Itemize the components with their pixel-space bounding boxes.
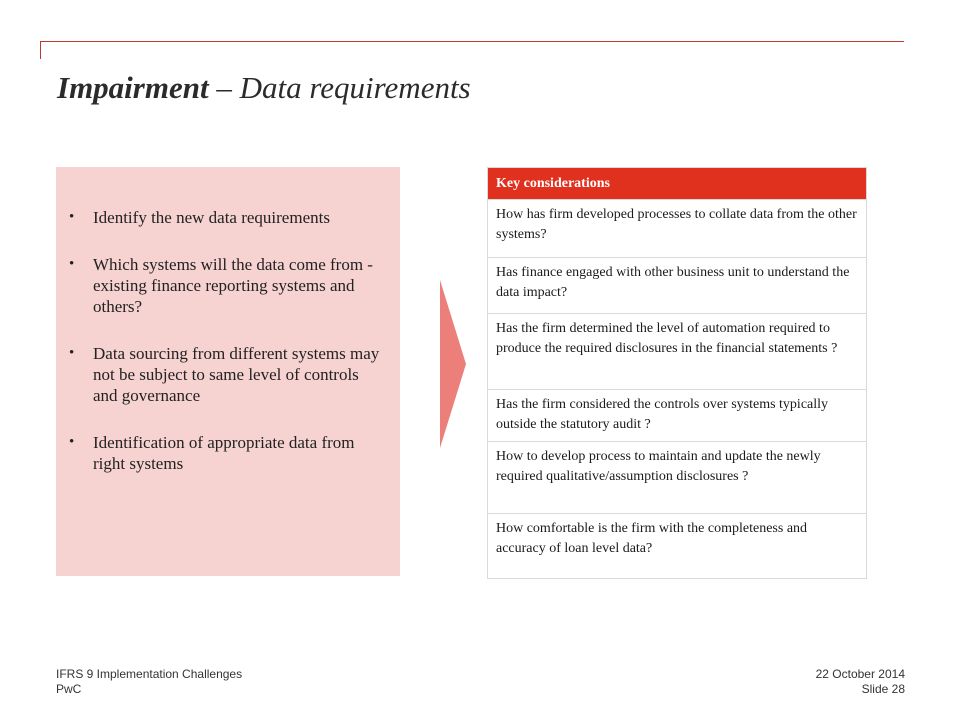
title-bold: Impairment (57, 70, 209, 105)
table-row: How to develop process to maintain and update the newly required qualitative/assumption disclosures ? (488, 441, 866, 513)
footer-presentation-title: IFRS 9 Implementation Challenges (56, 667, 243, 681)
table-row: How comfortable is the firm with the completeness and accuracy of loan level data? (488, 513, 866, 578)
top-rule (40, 41, 904, 42)
table-row: Has finance engaged with other business unit to understand the data impact? (488, 257, 866, 313)
list-item: • Data sourcing from different systems may not be subject to same level of controls and governance (69, 343, 386, 406)
requirements-list (69, 207, 386, 474)
table-row: Has the firm considered the controls over systems typically outside the statutory audit ? (488, 389, 866, 441)
corner-rule (40, 41, 41, 59)
list-item: • Identify the new data requirements (69, 207, 386, 228)
title-rest: – Data requirements (208, 70, 471, 105)
footer-date: 22 October 2014 (815, 667, 905, 681)
table-header: Key considerations (488, 168, 866, 199)
key-considerations-table (487, 167, 867, 579)
list-item: • Identification of appropriate data from right systems (69, 432, 386, 474)
slide-title (57, 70, 471, 106)
data-requirements-panel (56, 167, 400, 576)
footer-company: PwC (56, 682, 82, 696)
table-row: How has firm developed processes to collate data from the other systems? (488, 199, 866, 257)
table-row: Has the firm determined the level of automation required to produce the required disclosures in the financial statements ? (488, 313, 866, 389)
list-item: • Which systems will the data come from - existing finance reporting systems and others? (69, 254, 386, 317)
footer-slide-number: Slide 28 (861, 682, 905, 696)
arrow-shape (440, 280, 466, 448)
chevron-arrow-icon (440, 280, 466, 448)
